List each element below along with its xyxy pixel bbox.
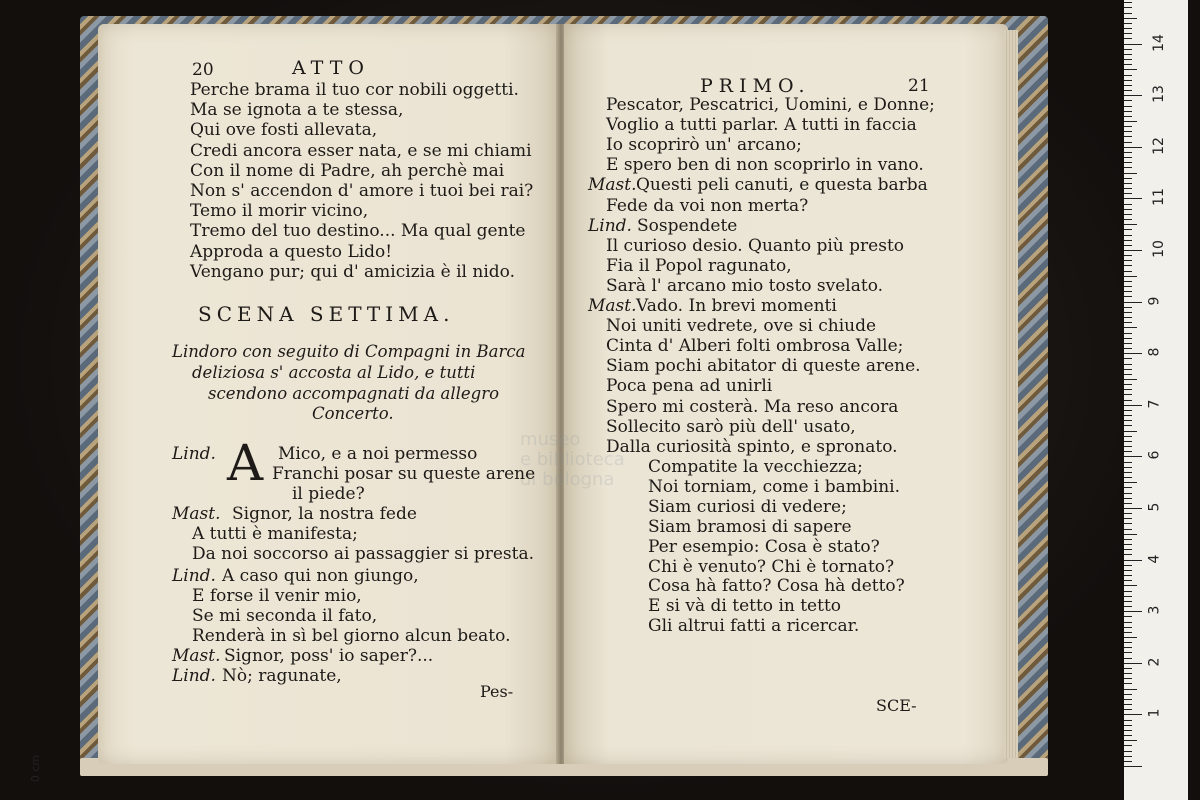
ruler-tick xyxy=(1124,2,1132,3)
ruler-tick xyxy=(1124,59,1132,60)
ruler-tick xyxy=(1124,75,1132,76)
dialogue-line: Poca pena ad unirli xyxy=(606,376,773,397)
watermark-line: di bologna xyxy=(520,469,615,490)
ruler-tick xyxy=(1124,714,1142,715)
song-line: Chi è venuto? Chi è tornato? xyxy=(648,556,895,577)
ruler-tick xyxy=(1124,673,1132,674)
verse-line: Vengano pur; qui d' amicizia è il nido. xyxy=(190,261,515,282)
ruler-tick xyxy=(1124,302,1142,303)
ruler-tick xyxy=(1124,126,1132,127)
dialogue-line: Dalla curiosità spinto, e spronato. xyxy=(606,436,898,457)
ruler-number: 6 xyxy=(1146,450,1163,460)
dialogue-line: Signor, poss' io saper?... xyxy=(224,646,434,666)
verse-line: Approda a questo Lido! xyxy=(190,241,393,262)
ruler-tick xyxy=(1124,756,1132,757)
ruler-tick xyxy=(1124,317,1132,318)
ruler-tick xyxy=(1124,487,1132,488)
ruler-tick xyxy=(1124,333,1132,334)
left-running-head: ATTO xyxy=(292,57,370,79)
ruler-tick xyxy=(1124,446,1132,447)
ruler-tick xyxy=(1124,652,1132,653)
ruler-tick xyxy=(1124,751,1132,752)
dialogue-line: A tutti è manifesta; xyxy=(192,524,358,544)
ruler-tick xyxy=(1124,271,1132,272)
ruler-tick xyxy=(1124,224,1137,225)
speaker-label: Lind. xyxy=(588,215,632,236)
ruler-tick xyxy=(1124,18,1137,19)
ruler-number: 12 xyxy=(1150,136,1167,155)
ruler-tick xyxy=(1124,188,1132,189)
song-line: Compatite la vecchiezza; xyxy=(648,457,863,477)
ruler-tick xyxy=(1124,647,1132,648)
ruler-tick xyxy=(1124,668,1132,669)
ruler-tick xyxy=(1124,436,1132,437)
ruler-tick xyxy=(1124,90,1132,91)
ruler-tick xyxy=(1124,389,1132,390)
ruler-tick xyxy=(1124,28,1132,29)
dialogue-line: Noi uniti vedrete, ove si chiude xyxy=(606,316,877,337)
page-stack-edge xyxy=(1004,30,1018,758)
ruler-tick xyxy=(1124,415,1132,416)
dialogue-line: Fia il Popol ragunato, xyxy=(606,255,792,276)
ruler-tick xyxy=(1124,343,1132,344)
ruler-tick xyxy=(1124,235,1132,236)
ruler-tick xyxy=(1124,121,1137,122)
song-line: Per esempio: Cosa è stato? xyxy=(648,536,880,557)
ruler-tick xyxy=(1124,379,1137,380)
ruler-tick xyxy=(1124,255,1132,256)
speaker-label: Mast. xyxy=(172,504,221,524)
ruler-unit-label: 0 cm xyxy=(29,754,43,783)
dialogue-line: A caso qui non giungo, xyxy=(222,566,419,586)
ruler-tick xyxy=(1124,7,1132,8)
watermark-line: e biblioteca xyxy=(520,449,625,470)
ruler-tick xyxy=(1124,142,1132,143)
dialogue-line: Il curioso desio. Quanto più presto xyxy=(606,235,905,256)
ruler-tick xyxy=(1124,663,1142,664)
ruler-tick xyxy=(1124,611,1142,612)
ruler-tick xyxy=(1124,539,1132,540)
ruler-tick xyxy=(1124,384,1132,385)
ruler-tick xyxy=(1124,162,1132,163)
verse-line: Tremo del tuo destino... Ma qual gente xyxy=(190,221,526,242)
ruler-tick xyxy=(1124,400,1132,401)
ruler-number: 8 xyxy=(1146,347,1163,357)
ruler-tick xyxy=(1124,642,1132,643)
ruler-tick xyxy=(1124,766,1142,767)
ruler-tick xyxy=(1124,518,1132,519)
ruler-number: 2 xyxy=(1146,657,1163,667)
ruler-number: 1 xyxy=(1146,708,1163,718)
ruler-number: 11 xyxy=(1150,188,1167,207)
ruler-tick xyxy=(1124,735,1132,736)
ruler-tick xyxy=(1124,565,1132,566)
ruler-tick xyxy=(1124,493,1132,494)
left-page-number: 20 xyxy=(192,60,214,80)
speaker-label: Lind. xyxy=(172,444,216,464)
ruler-tick xyxy=(1124,730,1132,731)
dialogue-line: Nò; ragunate, xyxy=(222,666,342,686)
ruler-tick xyxy=(1124,477,1132,478)
ruler-tick xyxy=(1124,209,1132,210)
ruler-tick xyxy=(1124,720,1132,721)
ruler-tick xyxy=(1124,44,1142,45)
ruler-tick xyxy=(1124,49,1132,50)
song-line: Siam curiosi di vedere; xyxy=(648,496,847,517)
ruler-tick xyxy=(1124,606,1132,607)
ruler-tick xyxy=(1124,498,1132,499)
ruler-tick xyxy=(1124,353,1142,354)
ruler-tick xyxy=(1124,425,1132,426)
dialogue-line: Sarà l' arcano mio tosto svelato. xyxy=(606,275,884,296)
song-line: E si và di tetto in tetto xyxy=(648,596,842,617)
ruler-tick xyxy=(1124,575,1132,576)
ruler-tick xyxy=(1124,622,1132,623)
ruler-tick xyxy=(1124,704,1132,705)
ruler-tick xyxy=(1124,100,1132,101)
ruler-tick xyxy=(1124,596,1132,597)
scene-title: SCENA SETTIMA. xyxy=(198,302,455,326)
ruler-tick xyxy=(1124,178,1132,179)
ruler-tick xyxy=(1124,632,1132,633)
dialogue-line: Se mi seconda il fato, xyxy=(192,606,378,626)
ruler-tick xyxy=(1124,265,1132,266)
dialogue-line: Da noi soccorso ai passaggier si presta. xyxy=(192,544,535,564)
ruler-tick xyxy=(1124,544,1132,545)
dialogue-line: Sollecito sarò più dell' usato, xyxy=(606,416,856,437)
ruler-tick xyxy=(1124,503,1132,504)
ruler-tick xyxy=(1124,709,1132,710)
dialogue-line: Signor, la nostra fede xyxy=(232,504,417,524)
ruler-tick xyxy=(1124,183,1132,184)
dialogue-line: Renderà in sì bel giorno alcun beato. xyxy=(192,626,511,646)
ruler-tick xyxy=(1124,322,1132,323)
stage-direction-line: Concerto. xyxy=(312,404,394,423)
ruler-tick xyxy=(1124,327,1137,328)
ruler-number: 3 xyxy=(1146,605,1163,615)
dialogue-line: Siam pochi abitator di queste arene. xyxy=(606,356,921,377)
ruler-tick xyxy=(1124,157,1132,158)
song-line: Siam bramosi di sapere xyxy=(648,516,852,537)
ruler-tick xyxy=(1124,549,1132,550)
ruler-tick xyxy=(1124,33,1132,34)
song-line: Cosa hà fatto? Cosa hà detto? xyxy=(648,576,905,597)
verse-line: Qui ove fosti allevata, xyxy=(190,120,378,141)
ruler-tick xyxy=(1124,658,1132,659)
ruler-number: 9 xyxy=(1146,296,1163,306)
ruler-tick xyxy=(1124,560,1142,561)
right-page-number: 21 xyxy=(908,76,930,96)
ruler-tick xyxy=(1124,69,1137,70)
ruler-tick xyxy=(1124,394,1132,395)
ruler-tick xyxy=(1124,152,1132,153)
ruler-tick xyxy=(1124,523,1132,524)
ruler-tick xyxy=(1124,250,1142,251)
ruler-tick xyxy=(1124,111,1132,112)
ruler-number: 5 xyxy=(1146,502,1163,512)
dialogue-line: Questi peli canuti, e questa barba xyxy=(636,175,928,196)
ruler-tick xyxy=(1124,467,1132,468)
ruler-tick xyxy=(1124,462,1132,463)
ruler-tick xyxy=(1124,420,1132,421)
ruler-tick xyxy=(1124,529,1132,530)
ruler-tick xyxy=(1124,441,1132,442)
watermark-line: museo xyxy=(520,429,581,450)
ruler-tick xyxy=(1124,725,1132,726)
ruler-tick xyxy=(1124,616,1132,617)
dialogue-line: Fede da voi non merta? xyxy=(606,195,809,216)
ruler-tick xyxy=(1124,276,1137,277)
ruler-tick xyxy=(1124,699,1132,700)
ruler-tick xyxy=(1124,405,1142,406)
dialogue-line: il piede? xyxy=(292,484,365,504)
verse-line: Temo il morir vicino, xyxy=(190,201,369,222)
ruler-tick xyxy=(1124,338,1132,339)
ruler-tick xyxy=(1124,312,1132,313)
ruler-tick xyxy=(1124,95,1142,96)
ruler-tick xyxy=(1124,694,1132,695)
verse-line: Perche brama il tuo cor nobili oggetti. xyxy=(190,80,519,100)
ruler-tick xyxy=(1124,307,1132,308)
stage-direction-line: deliziosa s' accosta al Lido, e tutti xyxy=(192,363,476,382)
ruler-tick xyxy=(1124,689,1137,690)
ruler-tick xyxy=(1124,554,1132,555)
right-running-head: PRIMO. xyxy=(700,75,811,97)
ruler-number: 4 xyxy=(1146,554,1163,564)
ruler-tick xyxy=(1124,193,1132,194)
dialogue-line: Voglio a tutti parlar. A tutti in faccia xyxy=(606,115,917,136)
ruler-tick xyxy=(1124,229,1132,230)
ruler-tick xyxy=(1124,358,1132,359)
ruler-tick xyxy=(1124,64,1132,65)
ruler-tick xyxy=(1124,167,1132,168)
ruler-tick xyxy=(1124,23,1132,24)
ruler-tick xyxy=(1124,678,1132,679)
dialogue-line: Spero mi costerà. Ma reso ancora xyxy=(606,396,899,417)
ruler-tick xyxy=(1124,291,1132,292)
ruler-tick xyxy=(1124,431,1137,432)
dialogue-line: Cinta d' Alberi folti ombrosa Valle; xyxy=(606,336,904,357)
ruler-tick xyxy=(1124,85,1132,86)
dialogue-line: E spero ben di non scoprirlo in vano. xyxy=(606,155,924,176)
dialogue-line: Mico, e a noi permesso xyxy=(278,444,478,464)
ruler-tick xyxy=(1124,38,1132,39)
ruler-tick xyxy=(1124,173,1137,174)
ruler-tick xyxy=(1124,198,1142,199)
ruler-tick xyxy=(1124,585,1137,586)
ruler-tick xyxy=(1124,286,1132,287)
ruler-number: 14 xyxy=(1150,33,1167,52)
ruler-tick xyxy=(1124,601,1132,602)
ruler-tick xyxy=(1124,508,1142,509)
ruler-tick xyxy=(1124,116,1132,117)
ruler-number: 7 xyxy=(1146,399,1163,409)
ruler-tick xyxy=(1124,245,1132,246)
dialogue-line: Franchi posar su queste arene xyxy=(272,464,536,484)
speaker-label: Mast. xyxy=(588,296,637,316)
ruler-tick xyxy=(1124,580,1132,581)
right-catchword: SCE- xyxy=(876,696,917,715)
ruler-tick xyxy=(1124,348,1132,349)
dialogue-line: Pescator, Pescatrici, Uomini, e Donne; xyxy=(606,95,935,115)
ruler-tick xyxy=(1124,637,1137,638)
ruler-tick xyxy=(1124,683,1132,684)
dialogue-line: Io scoprirò un' arcano; xyxy=(606,135,802,156)
ruler-tick xyxy=(1124,281,1132,282)
verse-line: Con il nome di Padre, ah perchè mai xyxy=(190,160,505,181)
ruler-tick xyxy=(1124,740,1137,741)
dialogue-line: E forse il venir mio, xyxy=(192,586,362,606)
ruler-tick xyxy=(1124,513,1132,514)
drop-cap: A xyxy=(227,434,264,492)
ruler-tick xyxy=(1124,147,1142,148)
dialogue-line: Sospendete xyxy=(637,215,738,236)
ruler-tick xyxy=(1124,745,1132,746)
ruler-tick xyxy=(1124,472,1132,473)
ruler-number: 10 xyxy=(1150,240,1167,258)
ruler-tick xyxy=(1124,591,1132,592)
song-line: Noi torniam, come i bambini. xyxy=(648,476,901,497)
ruler-tick xyxy=(1124,296,1132,297)
ruler-tick xyxy=(1124,80,1132,81)
ruler-tick xyxy=(1124,627,1132,628)
ruler-tick xyxy=(1124,761,1132,762)
ruler-tick xyxy=(1124,204,1132,205)
verse-line: Non s' accendon d' amore i tuoi bei rai? xyxy=(190,181,534,201)
ruler-tick xyxy=(1124,54,1132,55)
ruler-tick xyxy=(1124,451,1132,452)
ruler-tick xyxy=(1124,482,1137,483)
ruler-tick xyxy=(1124,214,1132,215)
speaker-label: Mast. xyxy=(588,175,637,196)
ruler-tick xyxy=(1124,13,1132,14)
stage-direction-line: scendono accompagnati da allegro xyxy=(208,384,500,403)
ruler-tick xyxy=(1124,131,1132,132)
verse-line: Credi ancora esser nata, e se mi chiami xyxy=(190,140,532,161)
speaker-label: Lind. xyxy=(172,566,216,586)
ruler-tick xyxy=(1124,534,1137,535)
ruler-tick xyxy=(1124,570,1132,571)
dialogue-line: Vado. In brevi momenti xyxy=(636,296,837,316)
ruler-tick xyxy=(1124,260,1132,261)
ruler-tick xyxy=(1124,364,1132,365)
ruler-tick xyxy=(1124,106,1132,107)
speaker-label: Lind. xyxy=(172,666,216,686)
ruler-number: 13 xyxy=(1150,85,1167,104)
ruler-tick xyxy=(1124,374,1132,375)
left-catchword: Pes- xyxy=(480,682,514,701)
song-line: Gli altrui fatti a ricercar. xyxy=(648,616,860,637)
ruler-tick xyxy=(1124,456,1142,457)
speaker-label: Mast. xyxy=(172,646,221,666)
ruler-tick xyxy=(1124,240,1132,241)
verse-line: Ma se ignota a te stessa, xyxy=(190,100,404,121)
ruler-tick xyxy=(1124,219,1132,220)
ruler-tick xyxy=(1124,369,1132,370)
ruler-tick xyxy=(1124,136,1132,137)
stage-direction-line: Lindoro con seguito di Compagni in Barca xyxy=(172,342,526,361)
ruler-tick xyxy=(1124,410,1132,411)
